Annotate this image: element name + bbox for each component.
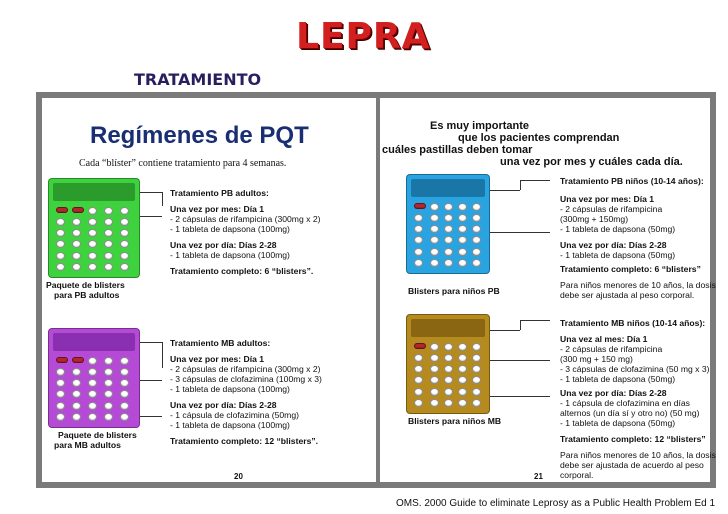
right-page bbox=[380, 98, 716, 482]
pb-child-daily-dose: - 1 tableta de dapsona (50mg) bbox=[560, 250, 676, 260]
pb-adult-complete: Tratamiento completo: 6 “blisters”. bbox=[170, 266, 314, 276]
pb-child-note: Para niños menores de 10 años, la dosis bbox=[560, 280, 716, 290]
important-note-line: Es muy importante bbox=[430, 120, 530, 132]
mb-adult-monthly-dose: - 1 tableta de dapsona (100mg) bbox=[170, 384, 290, 394]
slide-subtitle: TRATAMIENTO bbox=[134, 70, 262, 89]
blister-note: Cada “blíster” contiene tratamiento para 4 semanas. bbox=[79, 158, 287, 169]
pb-child-daily-title: Una vez por día: Días 2-28 bbox=[560, 240, 667, 250]
pb-child-complete: Tratamiento completo: 6 “blisters” bbox=[560, 264, 701, 274]
mb-child-blister-pack bbox=[406, 314, 490, 414]
mb-child-daily-dose: - 1 tableta de dapsona (50mg) bbox=[560, 418, 676, 428]
source-citation: OMS. 2000 Guide to eliminate Leprosy as a Public Health Problem Ed 1 bbox=[396, 498, 716, 509]
mb-child-note: corporal. bbox=[560, 470, 594, 480]
mb-child-monthly-title: Una vez al mes: Día 1 bbox=[560, 334, 648, 344]
mb-adult-monthly-dose: - 3 cápsulas de clofazimina (100mg x 3) bbox=[170, 374, 322, 384]
pill-grid bbox=[414, 343, 482, 407]
mb-child-monthly-dose: - 1 tableta de dapsona (50mg) bbox=[560, 374, 676, 384]
mb-child-title: Tratamiento MB niños (10-14 años): bbox=[560, 318, 706, 328]
pb-adult-monthly-dose: - 2 cápsulas de rifampicina (300mg x 2) bbox=[170, 214, 321, 224]
mb-adult-daily-dose: - 1 cápsula de clofazimina (50mg) bbox=[170, 410, 299, 420]
slide-title: LEPRA bbox=[296, 16, 431, 57]
mb-child-complete: Tratamiento completo: 12 “blisters” bbox=[560, 434, 706, 444]
left-page bbox=[42, 98, 376, 482]
mb-child-daily-dose: alternos (un día sí y otro no) (50 mg) bbox=[560, 408, 700, 418]
page-number: 21 bbox=[534, 472, 543, 481]
mb-child-daily-dose: - 1 cápsula de clofazimina en días bbox=[560, 398, 690, 408]
pb-adult-title: Tratamiento PB adultos: bbox=[170, 188, 269, 198]
mb-child-monthly-dose: - 2 cápsulas de rifampicina bbox=[560, 344, 663, 354]
pb-adult-pack-caption: Paquete de blisters bbox=[46, 280, 125, 290]
pb-child-note: debe ser ajustada al peso corporal. bbox=[560, 290, 695, 300]
pill-grid bbox=[414, 203, 482, 267]
pb-child-monthly-title: Una vez por mes: Día 1 bbox=[560, 194, 655, 204]
pill-grid bbox=[56, 357, 132, 421]
pb-adult-daily-dose: - 1 tableta de dapsona (100mg) bbox=[170, 250, 290, 260]
mb-adult-complete: Tratamiento completo: 12 “blisters”. bbox=[170, 436, 319, 446]
mb-adult-pack-caption: para MB adultos bbox=[54, 440, 121, 450]
pb-adult-pack-caption: para PB adultos bbox=[54, 290, 120, 300]
mb-child-daily-title: Una vez por día: Días 2-28 bbox=[560, 388, 667, 398]
mb-adult-pack-caption: Paquete de blisters bbox=[58, 430, 137, 440]
pill-grid bbox=[56, 207, 132, 271]
mb-adult-monthly-title: Una vez por mes: Día 1 bbox=[170, 354, 265, 364]
pb-child-monthly-dose: (300mg + 150mg) bbox=[560, 214, 629, 224]
important-note-line: que los pacientes comprendan bbox=[458, 132, 620, 144]
page-heading: Regímenes de PQT bbox=[90, 122, 309, 149]
mb-adult-blister-pack bbox=[48, 328, 140, 428]
mb-adult-daily-title: Una vez por día: Días 2-28 bbox=[170, 400, 277, 410]
pb-child-monthly-dose: - 1 tableta de dapsona (50mg) bbox=[560, 224, 676, 234]
pb-adult-daily-title: Una vez por día: Días 2-28 bbox=[170, 240, 277, 250]
pb-child-monthly-dose: - 2 cápsulas de rifampicina bbox=[560, 204, 663, 214]
mb-adult-monthly-dose: - 2 cápsulas de rifampicina (300mg x 2) bbox=[170, 364, 321, 374]
important-note-line: cuáles pastillas deben tomar bbox=[382, 144, 533, 156]
mb-adult-daily-dose: - 1 tableta de dapsona (100mg) bbox=[170, 420, 290, 430]
mb-adult-title: Tratamiento MB adultos: bbox=[170, 338, 271, 348]
pb-adult-monthly-title: Una vez por mes: Día 1 bbox=[170, 204, 265, 214]
mb-child-note: Para niños menores de 10 años, la dosis bbox=[560, 450, 716, 460]
book-spread bbox=[36, 92, 716, 488]
pb-child-pack-caption: Blisters para niños PB bbox=[408, 286, 500, 296]
mb-child-note: debe ser ajustada de acuerdo al peso bbox=[560, 460, 704, 470]
pb-adult-blister-pack bbox=[48, 178, 140, 278]
pb-child-blister-pack bbox=[406, 174, 490, 274]
pb-child-title: Tratamiento PB niños (10-14 años): bbox=[560, 176, 704, 186]
pb-adult-monthly-dose: - 1 tableta de dapsona (100mg) bbox=[170, 224, 290, 234]
mb-child-monthly-dose: - 3 cápsulas de clofazimina (50 mg x 3) bbox=[560, 364, 710, 374]
mb-child-pack-caption: Blisters para niños MB bbox=[408, 416, 502, 426]
mb-child-monthly-dose: (300 mg + 150 mg) bbox=[560, 354, 633, 364]
page-number: 20 bbox=[234, 472, 243, 481]
important-note-line: una vez por mes y cuáles cada día. bbox=[500, 156, 683, 168]
